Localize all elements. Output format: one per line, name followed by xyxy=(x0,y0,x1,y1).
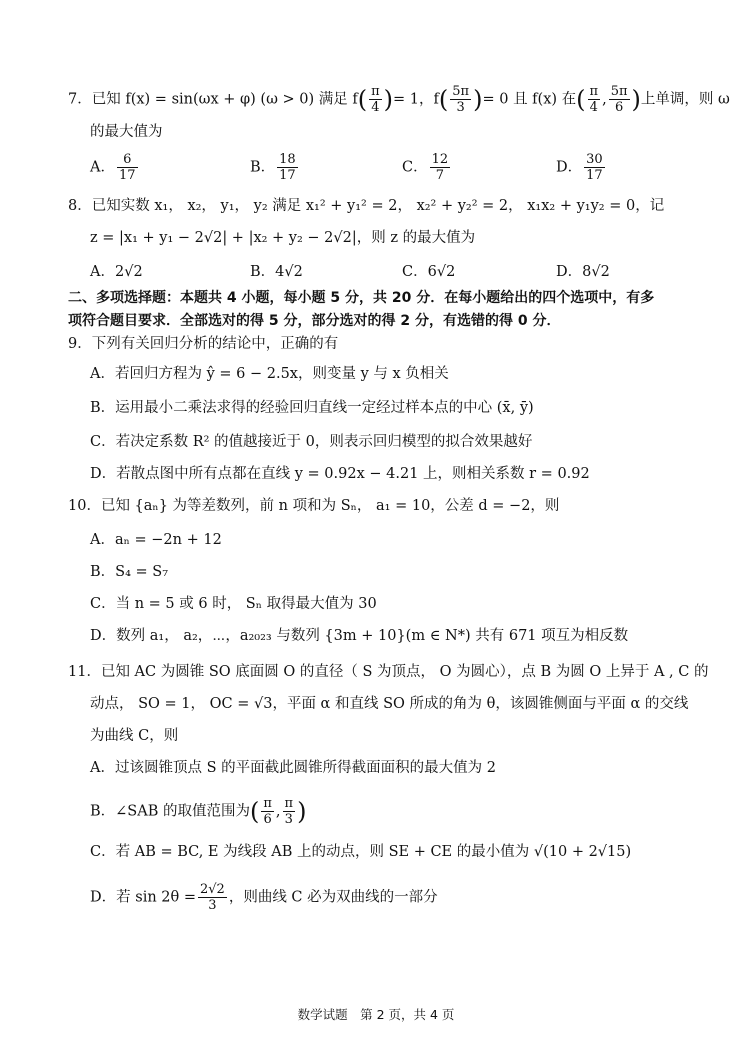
q8-option-b: B．4√2 xyxy=(250,264,303,280)
q7-stem-c: = 0 且 f(x) 在 xyxy=(482,91,577,108)
q7-interval-left: $\frac{\pi}{4}$ xyxy=(589,84,599,115)
q10-option-a: A．aₙ = −2n + 12 xyxy=(90,532,222,548)
q11-stem-line1: 11．已知 AC 为圆锥 SO 底面圆 O 的直径（ S 为顶点， O 为圆心），点 B 为圆 O 上异于 A , C 的 xyxy=(68,664,709,680)
q10-option-d: D．数列 a₁， a₂，⋯，a₂₀₂₃ 与数列 {3m + 10}(m ∈ N*) 共有 671 项互为相反数 xyxy=(90,628,629,644)
q8-option-a: A．2√2 xyxy=(90,264,143,280)
q7-interval-right: $\frac{5\pi}{6}$ xyxy=(610,84,628,115)
q7-frac1: $\frac{\pi}{4}$ xyxy=(371,84,380,115)
q9-option-c: C．若决定系数 R² 的值越接近于 0，则表示回归模型的拟合效果越好 xyxy=(90,434,533,450)
q7-stem-line2: 的最大值为 xyxy=(90,124,163,140)
q7-option-d: D． $\frac{30}{17}$ xyxy=(556,152,603,183)
q11-option-a: A．过该圆锥顶点 S 的平面截此圆锥所得截面面积的最大值为 2 xyxy=(90,760,496,776)
q8-option-c: C．6√2 xyxy=(402,264,456,280)
section2-heading-line1: 二、多项选择题：本题共 4 小题，每小题 5 分，共 20 分．在每小题给出的四个选项中，有多 xyxy=(68,290,655,306)
q7-option-a: A． $\frac{6}{17}$ xyxy=(90,152,136,183)
q9-option-b: B．运用最小二乘法求得的经验回归直线一定经过样本点的中心 (x̄, ȳ) xyxy=(90,400,534,416)
q7-stem-a: 已知 f(x) = sin(ωx + φ) (ω > 0) 满足 f xyxy=(91,91,358,108)
q11-option-c: C．若 AB = BC, E 为线段 AB 上的动点，则 SE + CE 的最小值为 √(10 + 2√15) xyxy=(90,844,632,860)
q11-stem-line3: 为曲线 C，则 xyxy=(90,728,179,744)
q10-stem: 10．已知 {aₙ} 为等差数列，前 n 项和为 Sₙ， a₁ = 10，公差 d = −2，则 xyxy=(68,498,560,514)
q7-number: 7． xyxy=(68,91,92,108)
q7-option-b: B． $\frac{18}{17}$ xyxy=(250,152,296,183)
q7-stem-d: 上单调，则 ω xyxy=(640,91,730,108)
section2-heading-line2: 项符合题目要求．全部选对的得 5 分，部分选对的得 2 分，有选错的得 0 分． xyxy=(68,313,561,329)
q7-paren: ( xyxy=(357,85,368,114)
q9-option-d: D．若散点图中所有点都在直线 y = 0.92x − 4.21 上，则相关系数 r = 0.92 xyxy=(90,466,590,482)
q9-option-a: A．若回归方程为 ŷ = 6 − 2.5x，则变量 y 与 x 负相关 xyxy=(90,366,449,382)
q11-option-b: B．∠SAB 的取值范围为( $\frac{\pi}{6}$ , $\frac{\pi}{3}$ ) xyxy=(90,796,307,827)
q10-option-b: B．S₄ = S₇ xyxy=(90,564,169,580)
q7-stem-b: = 1，f xyxy=(393,91,439,108)
q9-stem: 9．下列有关回归分析的结论中，正确的有 xyxy=(68,336,339,352)
page-footer: 数学试题 第 2 页，共 4 页 xyxy=(297,1007,455,1022)
q8-stem-line1: 8．已知实数 x₁， x₂， y₁， y₂ 满足 x₁² + y₁² = 2， x₂² + y₂² = 2， x₁x₂ + y₁y₂ = 0，记 xyxy=(68,198,665,214)
q11-stem-line2: 动点， SO = 1， OC = √3，平面 α 和直线 SO 所成的角为 θ，该圆锥侧面与平面 α 的交线 xyxy=(90,696,689,712)
q7-stem-line1: 7．已知 f(x) = sin(ωx + φ) (ω > 0) 满足 f( $\frac{\pi}{4}$ )= 1，f( $\frac{5\pi}{3}$ )= 0 且 f(x) 在( $\frac{\pi}{4}$ , $\frac{5\pi}{6}$ )上单调，则 ω xyxy=(68,84,730,115)
q10-option-c: C．当 n = 5 或 6 时， Sₙ 取得最大值为 30 xyxy=(90,596,377,612)
q7-frac2: $\frac{5\pi}{3}$ xyxy=(452,84,470,115)
q8-stem-line2: z = |x₁ + y₁ − 2√2| + |x₂ + y₂ − 2√2|，则 z 的最大值为 xyxy=(90,230,476,246)
q11-option-d: D．若 sin 2θ = $\frac{2√2}{3}$ ，则曲线 C 必为双曲线的一部分 xyxy=(90,882,438,913)
q8-option-d: D．8√2 xyxy=(556,264,610,280)
q7-option-c: C． $\frac{12}{7}$ xyxy=(402,152,449,183)
